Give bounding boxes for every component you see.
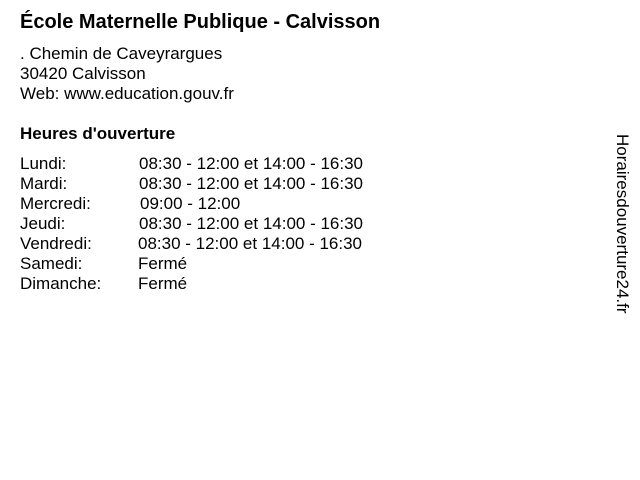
time-value: 08:30 - 12:00 et 14:00 - 16:30	[139, 214, 364, 233]
day-label: Jeudi:	[20, 214, 66, 233]
time-value: Fermé	[138, 254, 188, 273]
watermark-text: Horairesdouverture24.fr	[613, 134, 632, 314]
day-label: Mardi:	[20, 174, 68, 193]
website-link[interactable]: Web: www.education.gouv.fr	[20, 84, 234, 103]
site-watermark	[612, 134, 632, 374]
day-label: Samedi:	[20, 254, 83, 273]
address-block	[20, 44, 234, 104]
city-postcode: 30420 Calvisson	[20, 64, 146, 83]
day-label: Dimanche:	[20, 274, 102, 293]
time-value: 08:30 - 12:00 et 14:00 - 16:30	[138, 234, 363, 253]
day-label: Mercredi:	[20, 194, 91, 213]
street-address: . Chemin de Caveyrargues	[20, 44, 223, 63]
time-value: Fermé	[138, 274, 188, 293]
day-label: Lundi:	[20, 154, 67, 173]
time-value: 08:30 - 12:00 et 14:00 - 16:30	[139, 154, 364, 173]
time-value: 08:30 - 12:00 et 14:00 - 16:30	[139, 174, 364, 193]
time-value: 09:00 - 12:00	[140, 194, 241, 213]
opening-hours-heading: Heures d'ouverture	[20, 124, 176, 143]
day-label: Vendredi:	[20, 234, 92, 253]
page-title: École Maternelle Publique - Calvisson	[20, 11, 381, 33]
